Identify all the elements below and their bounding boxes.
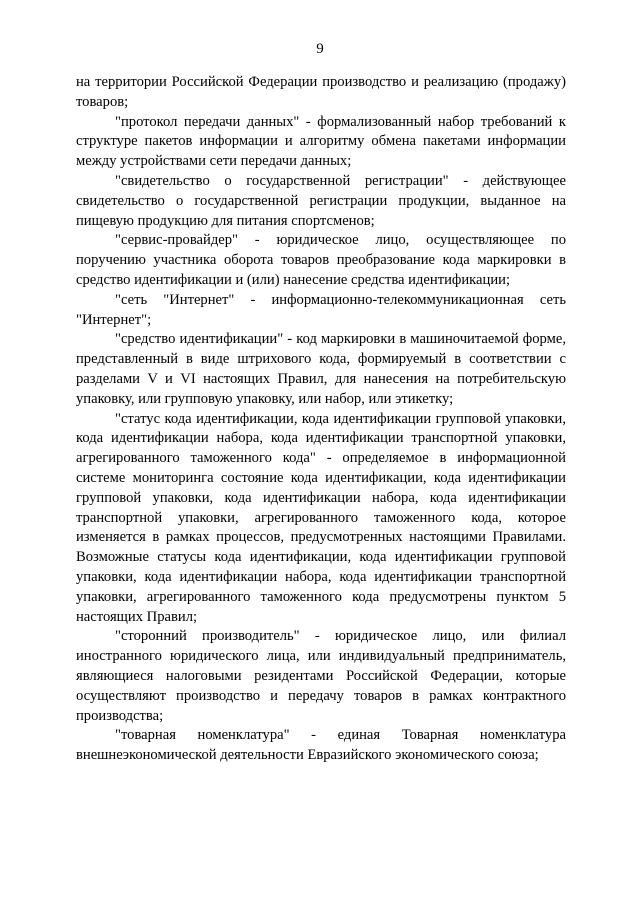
paragraph-definition-third-party-producer: "сторонний производитель" - юридическое лицо, или филиал иностранного юридического лица, или индивидуальный предприниматель, являющиеся налоговыми резидентами Российской Федерации, которые осуществляют производство и передачу товаров в рамках контрактного производства;	[76, 628, 566, 724]
page-number: 9	[316, 41, 324, 57]
paragraph-definition-commodity-nomenclature: "товарная номенклатура" - единая Товарная номенклатура внешнеэкономической деятельности Евразийского экономического союза;	[76, 727, 566, 764]
paragraph-definition-registration-certificate: "свидетельство о государственной регистрации" - действующее свидетельство о государственной регистрации продукции, выданное на пищевую продукцию для питания спортсменов;	[76, 172, 566, 229]
paragraph-definition-data-protocol: "протокол передачи данных" - формализованный набор требований к структуре пакетов информации и алгоритму обмена пакетами информации между устройствами сети передачи данных;	[76, 113, 566, 170]
document-body	[76, 73, 566, 766]
paragraph-definition-service-provider: "сервис-провайдер" - юридическое лицо, осуществляющее по поручению участника оборота товаров преобразование кода маркировки в средство идентификации и (или) нанесение средства идентификации;	[76, 232, 566, 288]
paragraph-continuation: на территории Российской Федерации производство и реализацию (продажу) товаров;	[76, 74, 566, 110]
paragraph-definition-internet: "сеть "Интернет" - информационно-телекоммуникационная сеть "Интернет";	[76, 291, 566, 328]
paragraph-definition-code-status: "статус кода идентификации, кода идентификации групповой упаковки, кода идентификации набора, кода идентификации транспортной упаковки, агрегированного таможенного кода" - определяемое в информационной системе мониторинга состояние кода идентификации, кода идентификации групповой упаковки, кода идентификации набора, кода идентификации транспортной упаковки, агрегированного таможенного кода, которое изменяется в рамках процессов, предусмотренных настоящими Правилами. Возможные статусы кода идентификации, кода идентификации групповой упаковки, кода идентификации набора, кода идентификации транспортной упаковки, агрегированного таможенного кода предусмотрены пунктом 5 настоящих Правил;	[76, 410, 566, 625]
paragraph-definition-identification-means: "средство идентификации" - код маркировки в машиночитаемой форме, представленный в виде штрихового кода, формируемый в соответствии с разделами V и VI настоящих Правил, для нанесения на потребительскую упаковку, или групповую упаковку, или набор, или этикетку;	[76, 331, 566, 407]
